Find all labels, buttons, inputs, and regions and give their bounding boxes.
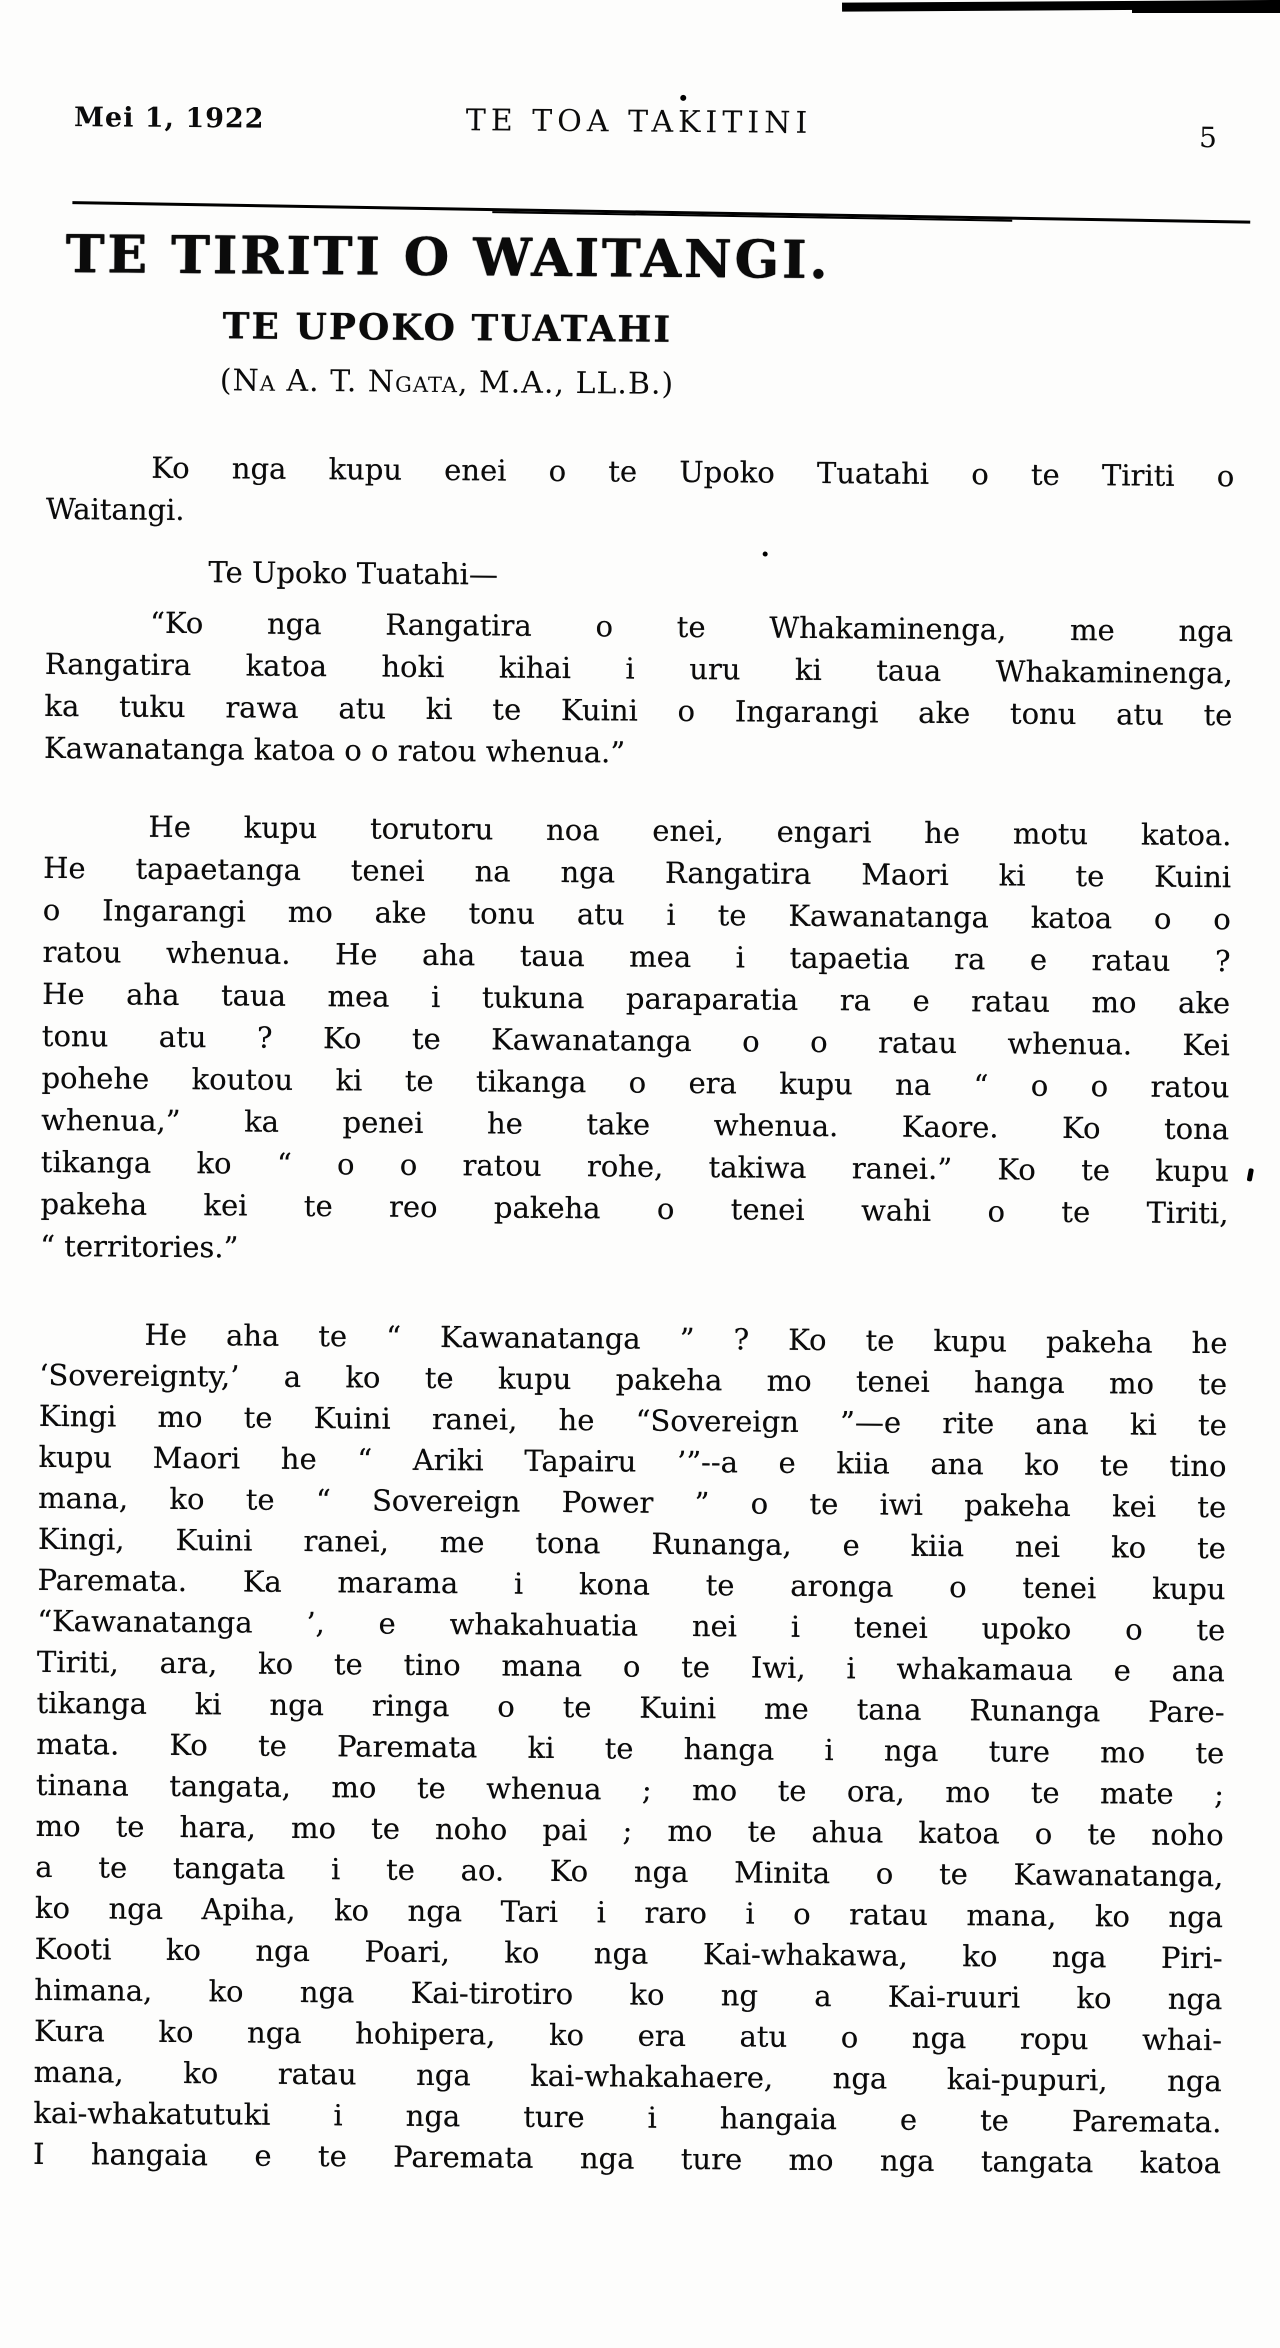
text-line: a te tangata i te ao. Ko nga Minita o te Kawanatanga, — [35, 1849, 1224, 1894]
text-line: Rangatira katoa hoki kihai i uru ki taua Whakaminenga, — [44, 646, 1233, 691]
text-line: mana, ko te “ Sovereign Power ” o te iwi pakeha kei te — [38, 1480, 1227, 1525]
page-number: 5 — [1198, 120, 1218, 155]
text-line: “ territories.” — [40, 1228, 239, 1265]
section-heading: TE UPOKO TUATAHI — [222, 305, 673, 351]
text-line: mata. Ko te Paremata ki te hanga i nga ture mo te — [36, 1726, 1225, 1771]
ink-speck — [763, 552, 768, 557]
text-line: I hangaia e te Paremata nga ture mo nga tangata katoa — [32, 2136, 1222, 2181]
text-line: Paremata. Ka marama i kona te aronga o tenei kupu — [37, 1562, 1226, 1607]
text-line: pohehe koutou ki te tikanga o era kupu na “ o o ratou — [41, 1060, 1230, 1105]
masthead-title: TE TOA TAKITINI — [465, 103, 813, 141]
text-line: He kupu torutoru noa enei, engari he motu katoa. — [148, 809, 1232, 853]
text-line: tonu atu ? Ko te Kawanatanga o o ratau whenua. Kei — [41, 1018, 1230, 1063]
article-title: TE TIRITI O WAITANGI. — [65, 224, 831, 292]
article-body — [33, 446, 1235, 2184]
text-line: Kawanatanga katoa o o ratou whenua.” — [43, 730, 626, 770]
text-line: Kooti ko nga Poari, ko nga Kai-whakawa, ko nga Piri- — [34, 1931, 1223, 1976]
text-line: kupu Maori he “ Ariki Tapairu ’”--a e kiia ana ko te tino — [38, 1439, 1227, 1484]
text-line: Kura ko nga hohipera, ko era atu o nga ropu whai- — [33, 2013, 1223, 2058]
text-line: tikanga ko “ o o ratou rohe, takiwa ranei.” Ko te kupu — [40, 1144, 1229, 1189]
text-line: tinana tangata, mo te whenua ; mo te ora, mo te mate ; — [35, 1767, 1225, 1812]
byline: (Na A. T. Ngata, M.A., LL.B.) — [219, 363, 675, 402]
header-rule — [72, 201, 1250, 224]
text-line: Kingi, Kuini ranei, me tona Runanga, e kiia nei ko te — [37, 1521, 1227, 1566]
paragraph-lead-in — [45, 550, 1233, 601]
text-line: He aha te “ Kawanatanga ” ? Ko te kupu pakeha he — [144, 1317, 1228, 1361]
paragraph-intro — [46, 446, 1235, 539]
text-line: He tapaetanga tenei na nga Rangatira Maori ki te Kuini — [43, 850, 1232, 895]
running-header — [0, 96, 1279, 166]
text-line: ko nga Apiha, ko nga Tari i raro i o ratau mana, ko nga — [34, 1890, 1224, 1935]
text-line: kai-whakatutuki i nga ture i hangaia e te Paremata. — [33, 2095, 1222, 2140]
text-line: Ko nga kupu enei o te Upoko Tuatahi o te Tiriti o — [151, 450, 1235, 494]
text-line: Te Upoko Tuatahi— — [208, 555, 499, 592]
text-line: “Ko nga Rangatira o te Whakaminenga, me nga — [149, 605, 1234, 649]
text-line: pakeha kei te reo pakeha o tenei wahi o te Tiriti, — [40, 1186, 1229, 1231]
text-line: Waitangi. — [45, 491, 185, 527]
text-line: tikanga ki nga ringa o te Kuini me tana Runanga Pare- — [36, 1685, 1225, 1730]
article-headings — [0, 224, 898, 405]
ink-speck — [680, 95, 686, 101]
text-line: Tiriti, ara, ko te tino mana o te Iwi, i whakamaua e ana — [36, 1644, 1226, 1689]
paragraph-commentary-2 — [33, 1314, 1228, 2184]
text-line: Kingi mo te Kuini ranei, he “Sovereign ”—e rite ana ki te — [38, 1398, 1227, 1443]
text-line: himana, ko nga Kai-tirotiro ko ng a Kai-ruuri ko nga — [34, 1972, 1223, 2017]
text-line: whenua,” ka penei he take whenua. Kaore. Ko tona — [41, 1102, 1230, 1147]
text-line: ‘Sovereignty,’ a ko te kupu pakeha mo tenei hanga mo te — [39, 1357, 1228, 1402]
paragraph-treaty-quote — [44, 601, 1233, 778]
text-line: “Kawanatanga ’, e whakahuatia nei i tenei upoko o te — [37, 1603, 1226, 1648]
text-line: mana, ko ratau nga kai-whakahaere, nga kai-pupuri, nga — [33, 2054, 1222, 2099]
text-line: o Ingarangi mo ake tonu atu i te Kawanatanga katoa o o — [42, 892, 1231, 937]
issue-date: Mei 1, 1922 — [73, 102, 265, 135]
text-line: ratou whenua. He aha taua mea i tapaetia ra e ratau ? — [42, 934, 1231, 979]
paragraph-commentary-1 — [40, 805, 1232, 1276]
text-line: He aha taua mea i tukuna paraparatia ra e ratau mo ake — [42, 976, 1231, 1021]
text-line: ka tuku rawa atu ki te Kuini o Ingarangi ake tonu atu te — [44, 688, 1233, 733]
ink-speck — [1247, 1168, 1254, 1182]
text-line: mo te hara, mo te noho pai ; mo te ahua katoa o te noho — [35, 1808, 1224, 1853]
